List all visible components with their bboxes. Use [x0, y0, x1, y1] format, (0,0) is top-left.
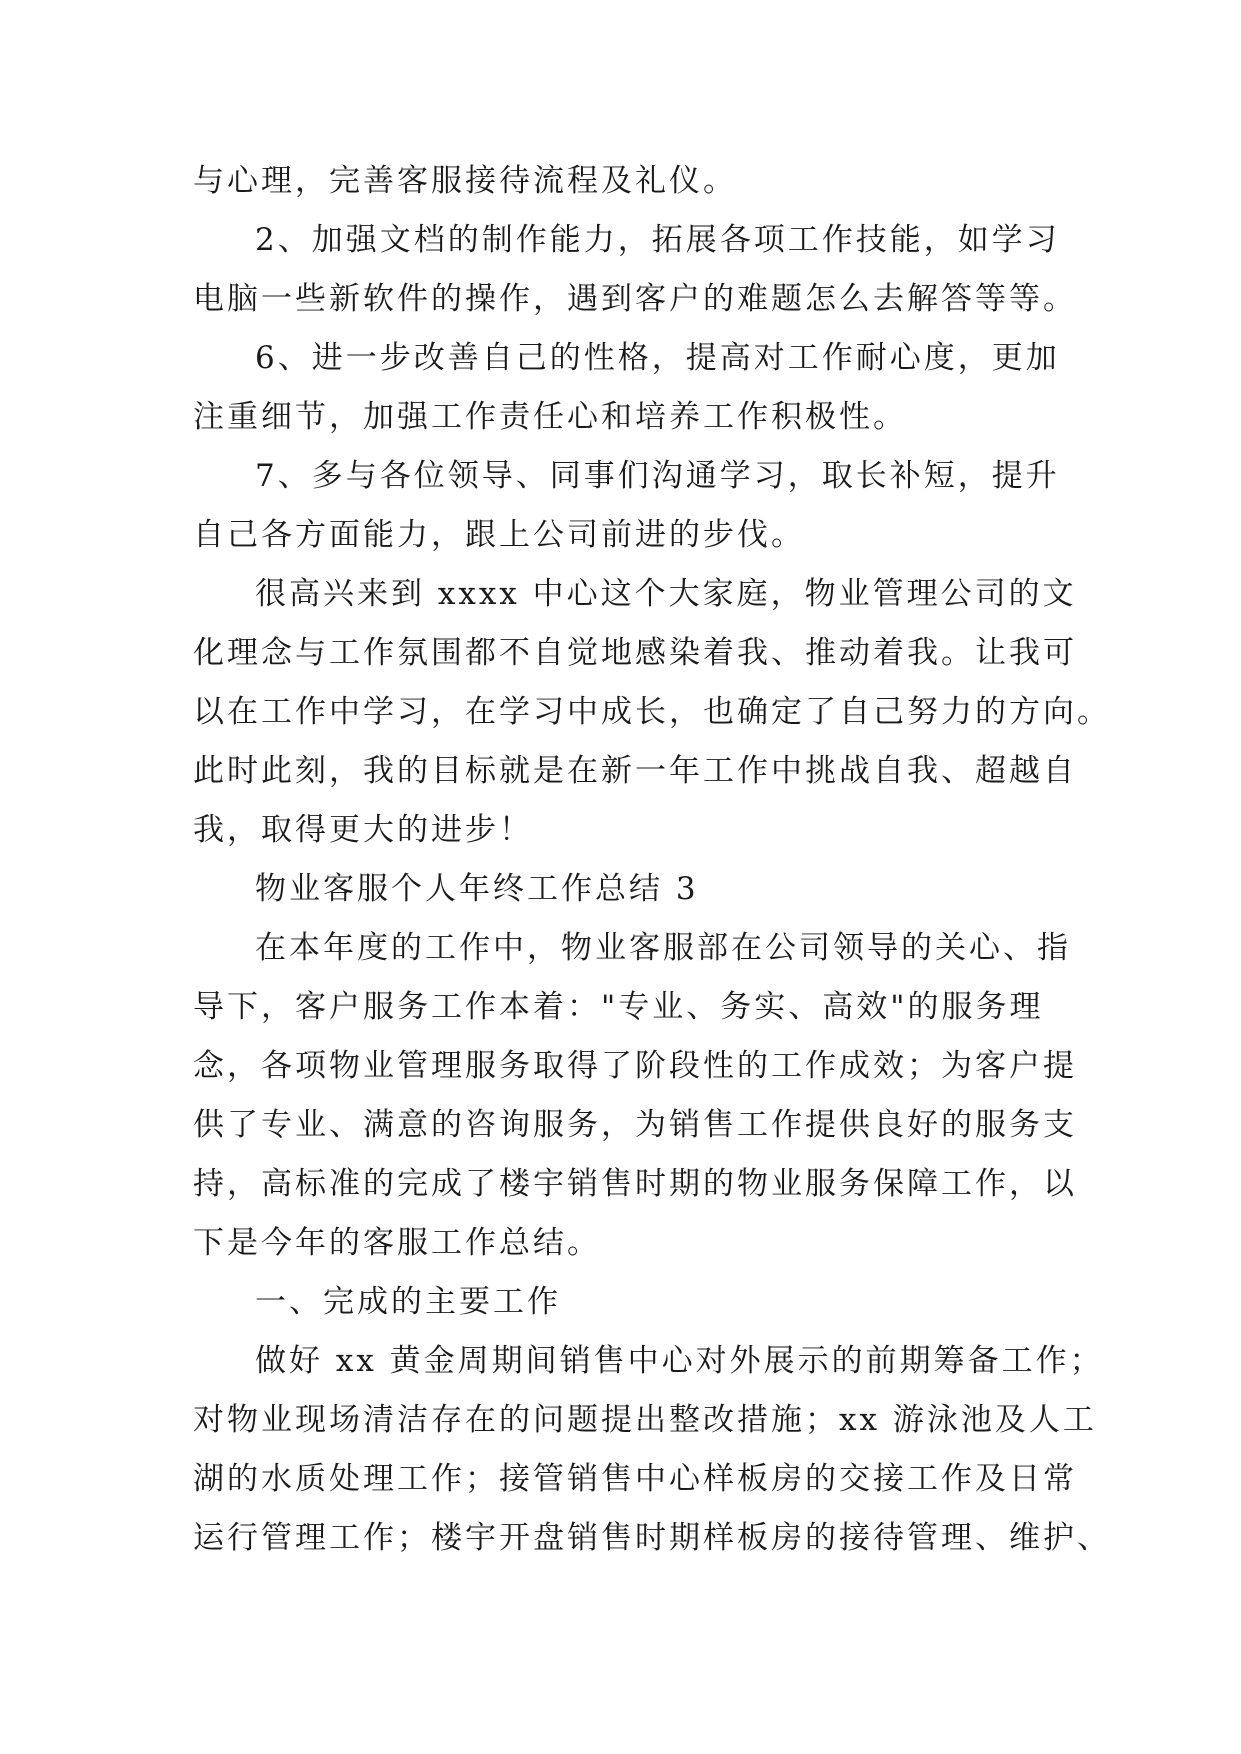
text-line: 持，高标准的完成了楼宇销售时期的物业服务保障工作，以 [193, 1166, 1077, 1202]
text-line: 2、加强文档的制作能力，拓展各项工作技能，如学习 [255, 222, 1060, 258]
text-line: 做好 xx 黄金周期间销售中心对外展示的前期筹备工作； [255, 1343, 1104, 1379]
text-line: 电脑一些新软件的操作，遇到客户的难题怎么去解答等等。 [193, 281, 1077, 317]
text-line: 念，各项物业管理服务取得了阶段性的工作成效；为客户提 [193, 1048, 1077, 1084]
text-line: 在本年度的工作中，物业客服部在公司领导的关心、指 [255, 930, 1071, 966]
text-line: 此时此刻，我的目标就是在新一年工作中挑战自我、超越自 [193, 753, 1077, 789]
text-line: 物业客服个人年终工作总结 3 [255, 871, 699, 907]
text-line: 导下，客户服务工作本着："专业、务实、高效"的服务理 [193, 989, 1044, 1025]
text-line: 我，取得更大的进步！ [193, 812, 533, 848]
text-line: 一、完成的主要工作 [255, 1284, 561, 1320]
text-line: 自己各方面能力，跟上公司前进的步伐。 [193, 517, 805, 553]
text-line: 很高兴来到 xxxx 中心这个大家庭，物业管理公司的文 [255, 576, 1077, 612]
text-line: 与心理，完善客服接待流程及礼仪。 [193, 163, 737, 199]
text-line: 6、进一步改善自己的性格，提高对工作耐心度，更加 [255, 340, 1060, 376]
text-line: 以在工作中学习，在学习中成长，也确定了自己努力的方向。 [193, 694, 1111, 730]
text-line: 对物业现场清洁存在的问题提出整改措施；xx 游泳池及人工 [193, 1402, 1097, 1438]
document-body [193, 152, 1111, 1568]
text-line: 化理念与工作氛围都不自觉地感染着我、推动着我。让我可 [193, 635, 1077, 671]
text-line: 湖的水质处理工作；接管销售中心样板房的交接工作及日常 [193, 1461, 1077, 1497]
text-line: 注重细节，加强工作责任心和培养工作积极性。 [193, 399, 907, 435]
text-line: 运行管理工作；楼宇开盘销售时期样板房的接待管理、维护、 [193, 1520, 1111, 1556]
text-line: 7、多与各位领导、同事们沟通学习，取长补短，提升 [255, 458, 1060, 494]
text-line: 供了专业、满意的咨询服务，为销售工作提供良好的服务支 [193, 1107, 1077, 1143]
text-line: 下是今年的客服工作总结。 [193, 1225, 601, 1261]
